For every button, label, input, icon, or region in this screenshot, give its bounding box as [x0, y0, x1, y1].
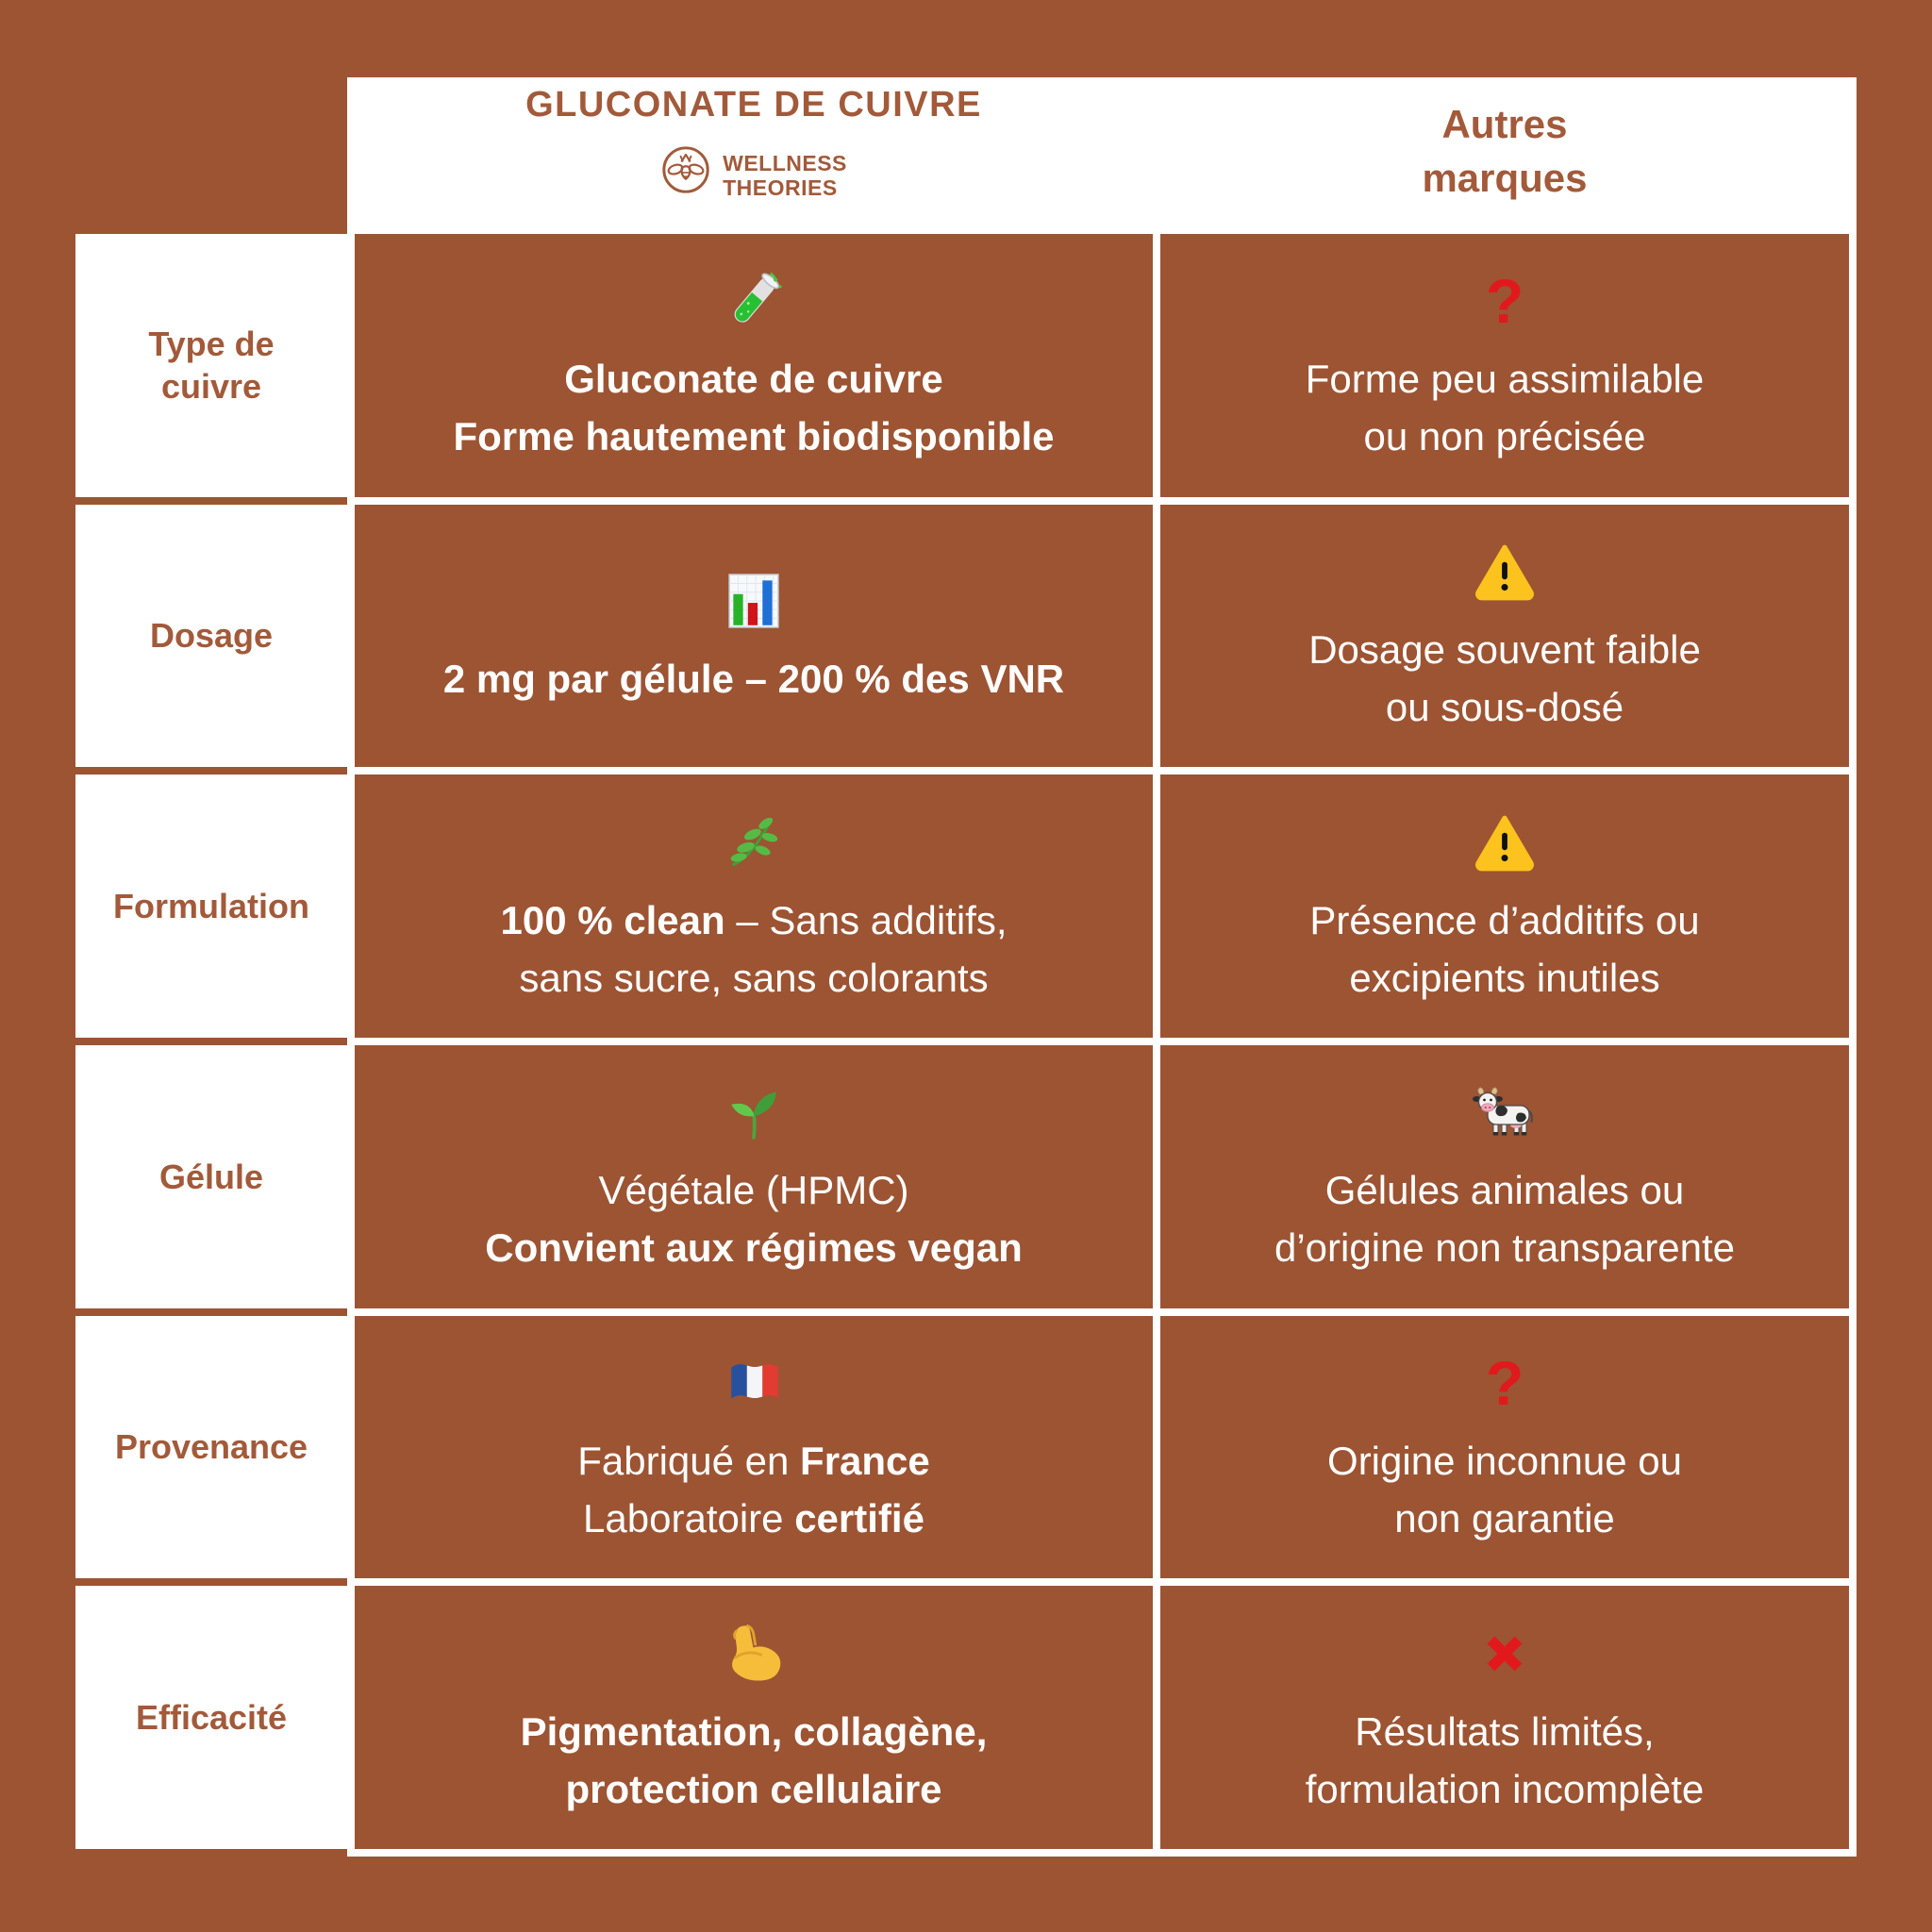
- others-cell-formulation: [1160, 774, 1849, 1038]
- text-line: [1306, 1761, 1705, 1819]
- text-line: [1327, 1491, 1682, 1548]
- text-segment: Convient aux régimes vegan: [485, 1225, 1023, 1271]
- question-mark-icon: ?: [1485, 1348, 1524, 1419]
- ours-cell-formulation: [355, 774, 1153, 1038]
- cell-text: [577, 1433, 930, 1548]
- cell-text: [1308, 622, 1701, 737]
- text-line: [485, 1220, 1023, 1277]
- text-segment: – Sans additifs,: [724, 897, 1008, 942]
- text-line: [1306, 351, 1705, 408]
- text-segment: France: [800, 1439, 930, 1484]
- text-segment: ou non précisée: [1363, 414, 1646, 459]
- cross-mark-icon: [1475, 1617, 1534, 1690]
- others-cell-type-de-cuivre: [1160, 234, 1849, 497]
- text-line: [1327, 1433, 1682, 1491]
- bar-chart-icon: [723, 564, 785, 638]
- others-title: [1422, 98, 1587, 205]
- text-segment: formulation incomplète: [1305, 1766, 1705, 1811]
- text-segment: ou sous-dosé: [1385, 684, 1624, 729]
- bee-logo-icon: [660, 133, 711, 207]
- text-segment: excipients inutiles: [1349, 955, 1660, 1000]
- others-cell-gelule: [1160, 1045, 1849, 1308]
- test-tube-icon: [720, 264, 788, 338]
- text-line: [1274, 1162, 1735, 1220]
- cow-icon: [1471, 1075, 1539, 1149]
- text-line: [577, 1491, 930, 1548]
- cell-text: [1306, 1704, 1705, 1819]
- row-label-type-de-cuivre: Type de cuivre: [75, 234, 347, 497]
- cell-text: [1274, 1162, 1735, 1277]
- row-label-gelule: Gélule: [75, 1045, 347, 1308]
- cell-text: [1306, 351, 1705, 466]
- others-cell-dosage: [1160, 505, 1849, 768]
- cell-text: [1309, 892, 1699, 1008]
- text-line: [1306, 1704, 1705, 1761]
- row-label-efficacite: Efficacité: [75, 1586, 347, 1849]
- brand-line1: WELLNESS: [723, 150, 847, 175]
- text-line: [500, 892, 1007, 950]
- text-segment: protection cellulaire: [565, 1766, 942, 1811]
- text-line: [521, 1704, 988, 1761]
- others-title-line1: Autres: [1441, 102, 1568, 147]
- warning-icon: [1474, 535, 1536, 608]
- cell-text: [443, 651, 1064, 708]
- row-label-formulation: Formulation: [75, 774, 347, 1038]
- question-mark-icon: ?: [1485, 266, 1524, 337]
- text-segment: non garantie: [1394, 1495, 1615, 1541]
- cell-text: [521, 1704, 988, 1819]
- others-title-line2: marques: [1422, 156, 1588, 200]
- text-line: [1309, 892, 1699, 950]
- cell-text: [485, 1162, 1023, 1277]
- brand-name: [723, 152, 847, 201]
- ours-cell-dosage: [355, 505, 1153, 768]
- flag-france-icon: [723, 1346, 785, 1420]
- text-line: [521, 1761, 988, 1819]
- muscle-icon: [721, 1617, 787, 1690]
- brand-row: [660, 133, 847, 220]
- text-segment: 2 mg par gélule – 200 % des VNR: [442, 656, 1065, 701]
- text-segment: Présence d’additifs ou: [1309, 897, 1700, 942]
- text-line: [453, 408, 1054, 466]
- text-segment: sans sucre, sans colorants: [519, 955, 989, 1000]
- row-label-provenance: Provenance: [75, 1316, 347, 1579]
- others-cell-provenance: [1160, 1316, 1849, 1579]
- text-line: [1308, 622, 1701, 679]
- herb-icon: [722, 806, 786, 879]
- brand-line2: THEORIES: [723, 175, 838, 200]
- text-line: [577, 1433, 930, 1491]
- others-cell-efficacite: [1160, 1586, 1849, 1849]
- text-line: [1306, 408, 1705, 466]
- ours-cell-gelule: [355, 1045, 1153, 1308]
- text-segment: Gluconate de cuivre: [564, 357, 943, 402]
- text-line: [453, 351, 1054, 408]
- cell-text: [453, 351, 1054, 466]
- cell-text: [500, 892, 1007, 1008]
- text-segment: d’origine non transparente: [1274, 1225, 1735, 1271]
- comparison-table: [75, 77, 1857, 1857]
- text-segment: Végétale (HPMC): [598, 1168, 909, 1213]
- text-segment: Gélules animales ou: [1324, 1168, 1685, 1213]
- text-line: [1309, 950, 1699, 1008]
- row-label-dosage: Dosage: [75, 505, 347, 768]
- cell-text: [1327, 1433, 1682, 1548]
- header-others-cell: [1160, 77, 1849, 226]
- text-segment: Pigmentation, collagène,: [520, 1708, 988, 1754]
- text-line: [485, 1162, 1023, 1220]
- seedling-icon: [723, 1075, 785, 1149]
- text-segment: Résultats limités,: [1355, 1708, 1655, 1754]
- ours-cell-efficacite: [355, 1586, 1153, 1849]
- ours-cell-provenance: [355, 1316, 1153, 1579]
- text-line: [443, 651, 1064, 708]
- text-segment: Origine inconnue ou: [1327, 1439, 1682, 1484]
- text-line: [1308, 679, 1701, 737]
- text-segment: Laboratoire: [583, 1495, 795, 1541]
- text-segment: 100 % clean: [500, 897, 725, 942]
- warning-icon: [1474, 806, 1536, 879]
- text-segment: Fabriqué en: [577, 1439, 801, 1484]
- text-segment: Forme hautement biodisponible: [453, 414, 1055, 459]
- header-empty-corner: [75, 77, 347, 226]
- header-ours-cell: [355, 77, 1153, 226]
- text-line: [1274, 1220, 1735, 1277]
- product-title: GLUCONATE DE CUIVRE: [525, 84, 982, 125]
- ours-cell-type-de-cuivre: [355, 234, 1153, 497]
- text-segment: Forme peu assimilable: [1305, 357, 1705, 402]
- text-line: [500, 950, 1007, 1008]
- text-segment: Dosage souvent faible: [1308, 627, 1701, 673]
- text-segment: certifié: [794, 1495, 924, 1541]
